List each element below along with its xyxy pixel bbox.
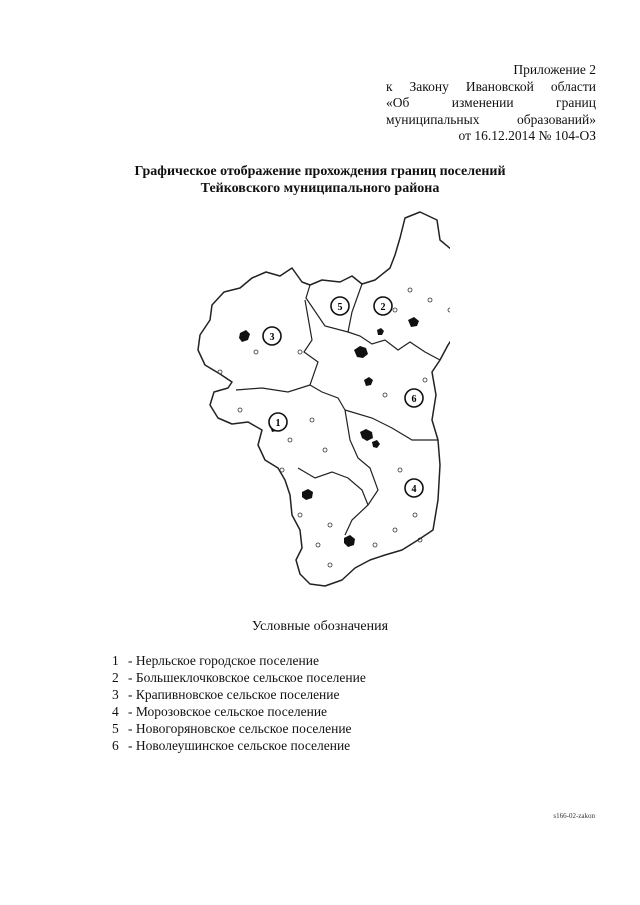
legend-item-label: - Морозовское сельское поселение [128, 704, 328, 719]
document-title-line-2: Тейковского муниципального района [200, 181, 440, 196]
map-marker-label: 6 [411, 394, 417, 405]
legend-item-label: - Нерльское городское поселение [128, 653, 319, 668]
appendix-date: от 16.12.2014 № 104-ОЗ [458, 128, 596, 143]
map-marker-label: 1 [275, 418, 281, 429]
settlement-boundary [298, 468, 368, 535]
map-marker-label: 4 [411, 484, 417, 495]
legend [112, 652, 366, 754]
legend-item [112, 669, 366, 686]
map-marker-label: 2 [380, 302, 386, 313]
legend-heading: Условные обозначения [251, 619, 389, 634]
document-code: s166-02-zakon [553, 812, 595, 820]
legend-item-number: 3 [112, 687, 119, 702]
legend-item [112, 720, 366, 737]
legend-item-label: - Новогоряновское сельское поселение [128, 721, 352, 736]
legend-item [112, 737, 366, 754]
legend-item [112, 686, 366, 703]
map-marker-5 [331, 297, 349, 315]
district-map [190, 200, 450, 595]
appendix-law-title-2: муниципальных образований» [386, 111, 596, 127]
legend-item-number: 4 [112, 704, 119, 719]
legend-item [112, 703, 366, 720]
map-marker-label: 3 [269, 332, 275, 343]
settlement-boundary [345, 410, 438, 440]
legend-item-number: 5 [112, 721, 119, 736]
map-marker-label: 5 [337, 302, 343, 313]
map-marker-1 [269, 413, 287, 431]
legend-item [112, 652, 366, 669]
lakes-and-small-villages [218, 288, 450, 567]
legend-item-number: 1 [112, 653, 119, 668]
appendix-law-line: к Закону Ивановской области [386, 78, 596, 94]
map-marker-6 [405, 389, 423, 407]
settlement-boundary [304, 300, 345, 410]
map-marker-4 [405, 479, 423, 497]
appendix-number: Приложение 2 [513, 62, 596, 77]
settlement-boundary [236, 385, 310, 392]
legend-item-label: - Новолеушинское сельское поселение [128, 738, 351, 753]
legend-item-number: 6 [112, 738, 119, 753]
legend-item-number: 2 [112, 670, 119, 685]
document-title-line-1: Графическое отображение прохождения границ поселений [134, 164, 506, 179]
appendix-header [386, 62, 596, 145]
settlement-boundary [345, 410, 378, 505]
legend-item-label: - Крапивновское сельское поселение [128, 687, 340, 702]
settlement-blobs [239, 317, 419, 547]
map-marker-2 [374, 297, 392, 315]
map-marker-3 [263, 327, 281, 345]
appendix-law-title-1: «Об изменении границ [386, 95, 596, 110]
legend-item-label: - Большеклочковское сельское поселение [128, 670, 366, 685]
